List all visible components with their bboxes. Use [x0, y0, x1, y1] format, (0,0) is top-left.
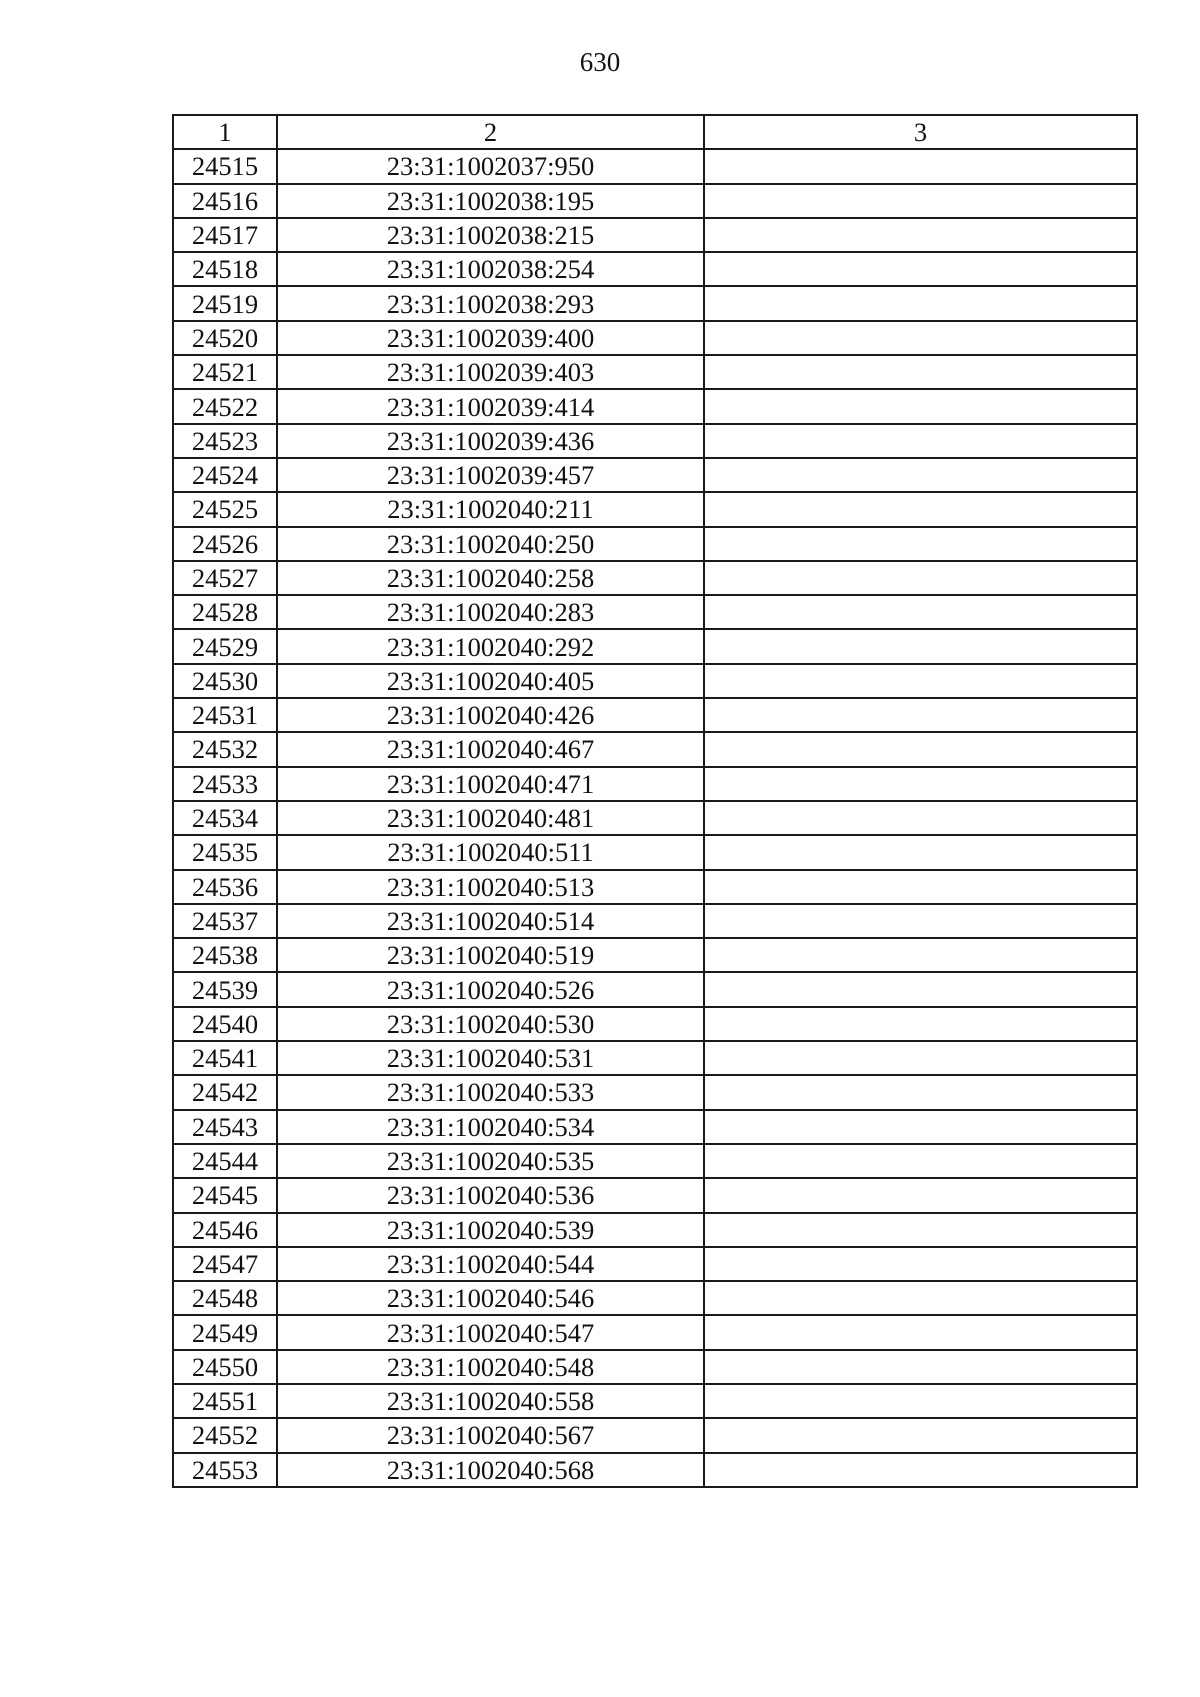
- table-row: [173, 149, 1137, 183]
- note-cell: [704, 321, 1137, 355]
- row-number-cell: 24534: [173, 801, 277, 835]
- cadastral-number-cell: 23:31:1002040:283: [277, 595, 704, 629]
- row-number-cell: 24538: [173, 938, 277, 972]
- note-cell: [704, 1418, 1137, 1452]
- note-cell: [704, 286, 1137, 320]
- cadastral-number-cell: 23:31:1002038:195: [277, 184, 704, 218]
- row-number-cell: 24552: [173, 1418, 277, 1452]
- cadastral-number-cell: 23:31:1002040:292: [277, 629, 704, 663]
- note-cell: [704, 595, 1137, 629]
- table-row: [173, 972, 1137, 1006]
- cadastral-number-cell: 23:31:1002040:513: [277, 870, 704, 904]
- cadastral-number-cell: 23:31:1002038:293: [277, 286, 704, 320]
- table-row: [173, 938, 1137, 972]
- cadastral-number-cell: 23:31:1002040:250: [277, 527, 704, 561]
- row-number-cell: 24548: [173, 1281, 277, 1315]
- note-cell: [704, 1144, 1137, 1178]
- note-cell: [704, 1041, 1137, 1075]
- cadastral-number-cell: 23:31:1002040:539: [277, 1213, 704, 1247]
- cadastral-number-cell: 23:31:1002040:567: [277, 1418, 704, 1452]
- table-row: [173, 904, 1137, 938]
- note-cell: [704, 218, 1137, 252]
- column-header-3: 3: [704, 115, 1137, 149]
- cadastral-number-cell: 23:31:1002040:519: [277, 938, 704, 972]
- note-cell: [704, 1247, 1137, 1281]
- row-number-cell: 24521: [173, 355, 277, 389]
- note-cell: [704, 389, 1137, 423]
- table-row: [173, 1007, 1137, 1041]
- table-row: [173, 1315, 1137, 1349]
- note-cell: [704, 527, 1137, 561]
- cadastral-number-cell: 23:31:1002040:211: [277, 492, 704, 526]
- row-number-cell: 24524: [173, 458, 277, 492]
- row-number-cell: 24537: [173, 904, 277, 938]
- note-cell: [704, 492, 1137, 526]
- row-number-cell: 24551: [173, 1384, 277, 1418]
- table-row: [173, 1075, 1137, 1109]
- table-row: [173, 629, 1137, 663]
- note-cell: [704, 664, 1137, 698]
- cadastral-number-cell: 23:31:1002040:467: [277, 732, 704, 766]
- cadastral-number-cell: 23:31:1002040:514: [277, 904, 704, 938]
- table-row: [173, 1213, 1137, 1247]
- row-number-cell: 24539: [173, 972, 277, 1006]
- note-cell: [704, 1213, 1137, 1247]
- note-cell: [704, 698, 1137, 732]
- table-row: [173, 698, 1137, 732]
- row-number-cell: 24536: [173, 870, 277, 904]
- cadastral-number-cell: 23:31:1002040:536: [277, 1178, 704, 1212]
- table-row: [173, 801, 1137, 835]
- table-row: [173, 595, 1137, 629]
- row-number-cell: 24529: [173, 629, 277, 663]
- note-cell: [704, 561, 1137, 595]
- table-row: [173, 1110, 1137, 1144]
- cadastral-number-cell: 23:31:1002040:471: [277, 767, 704, 801]
- table-row: [173, 424, 1137, 458]
- row-number-cell: 24545: [173, 1178, 277, 1212]
- row-number-cell: 24526: [173, 527, 277, 561]
- cadastral-number-cell: 23:31:1002040:426: [277, 698, 704, 732]
- row-number-cell: 24528: [173, 595, 277, 629]
- note-cell: [704, 1007, 1137, 1041]
- note-cell: [704, 1384, 1137, 1418]
- note-cell: [704, 972, 1137, 1006]
- note-cell: [704, 629, 1137, 663]
- table-row: [173, 1247, 1137, 1281]
- row-number-cell: 24519: [173, 286, 277, 320]
- row-number-cell: 24518: [173, 252, 277, 286]
- cadastral-number-cell: 23:31:1002040:258: [277, 561, 704, 595]
- table-row: [173, 389, 1137, 423]
- table-row: [173, 184, 1137, 218]
- header-row: [173, 115, 1137, 149]
- note-cell: [704, 801, 1137, 835]
- note-cell: [704, 458, 1137, 492]
- note-cell: [704, 1281, 1137, 1315]
- table-row: [173, 286, 1137, 320]
- table-row: [173, 561, 1137, 595]
- row-number-cell: 24542: [173, 1075, 277, 1109]
- row-number-cell: 24522: [173, 389, 277, 423]
- row-number-cell: 24553: [173, 1453, 277, 1487]
- table-row: [173, 355, 1137, 389]
- cadastral-number-cell: 23:31:1002040:547: [277, 1315, 704, 1349]
- cadastral-number-cell: 23:31:1002040:531: [277, 1041, 704, 1075]
- row-number-cell: 24540: [173, 1007, 277, 1041]
- table-row: [173, 767, 1137, 801]
- cadastral-number-cell: 23:31:1002040:535: [277, 1144, 704, 1178]
- table-row: [173, 1144, 1137, 1178]
- cadastral-number-cell: 23:31:1002038:215: [277, 218, 704, 252]
- row-number-cell: 24531: [173, 698, 277, 732]
- row-number-cell: 24517: [173, 218, 277, 252]
- row-number-cell: 24541: [173, 1041, 277, 1075]
- row-number-cell: 24530: [173, 664, 277, 698]
- table-row: [173, 1384, 1137, 1418]
- row-number-cell: 24550: [173, 1350, 277, 1384]
- cadastral-number-cell: 23:31:1002037:950: [277, 149, 704, 183]
- cadastral-number-cell: 23:31:1002040:511: [277, 835, 704, 869]
- row-number-cell: 24520: [173, 321, 277, 355]
- cadastral-number-cell: 23:31:1002040:534: [277, 1110, 704, 1144]
- cadastral-number-cell: 23:31:1002040:481: [277, 801, 704, 835]
- row-number-cell: 24546: [173, 1213, 277, 1247]
- data-table: [172, 114, 1138, 1488]
- note-cell: [704, 1315, 1137, 1349]
- row-number-cell: 24527: [173, 561, 277, 595]
- table-row: [173, 492, 1137, 526]
- note-cell: [704, 1178, 1137, 1212]
- note-cell: [704, 870, 1137, 904]
- table-row: [173, 835, 1137, 869]
- note-cell: [704, 1453, 1137, 1487]
- cadastral-number-cell: 23:31:1002039:400: [277, 321, 704, 355]
- note-cell: [704, 252, 1137, 286]
- cadastral-number-cell: 23:31:1002040:530: [277, 1007, 704, 1041]
- cadastral-number-cell: 23:31:1002040:548: [277, 1350, 704, 1384]
- cadastral-number-cell: 23:31:1002040:558: [277, 1384, 704, 1418]
- table-row: [173, 1041, 1137, 1075]
- cadastral-number-cell: 23:31:1002039:436: [277, 424, 704, 458]
- table-row: [173, 664, 1137, 698]
- note-cell: [704, 355, 1137, 389]
- note-cell: [704, 1350, 1137, 1384]
- row-number-cell: 24532: [173, 732, 277, 766]
- column-header-2: 2: [277, 115, 704, 149]
- table-row: [173, 1281, 1137, 1315]
- note-cell: [704, 1075, 1137, 1109]
- note-cell: [704, 767, 1137, 801]
- row-number-cell: 24547: [173, 1247, 277, 1281]
- row-number-cell: 24543: [173, 1110, 277, 1144]
- cadastral-number-cell: 23:31:1002039:403: [277, 355, 704, 389]
- row-number-cell: 24533: [173, 767, 277, 801]
- cadastral-number-cell: 23:31:1002039:457: [277, 458, 704, 492]
- note-cell: [704, 149, 1137, 183]
- note-cell: [704, 938, 1137, 972]
- page-number: 630: [579, 47, 621, 77]
- note-cell: [704, 424, 1137, 458]
- column-header-1: 1: [173, 115, 277, 149]
- cadastral-number-cell: 23:31:1002040:568: [277, 1453, 704, 1487]
- row-number-cell: 24525: [173, 492, 277, 526]
- note-cell: [704, 835, 1137, 869]
- note-cell: [704, 184, 1137, 218]
- table-row: [173, 1350, 1137, 1384]
- note-cell: [704, 904, 1137, 938]
- row-number-cell: 24549: [173, 1315, 277, 1349]
- table-body: [173, 149, 1137, 1487]
- table-row: [173, 321, 1137, 355]
- row-number-cell: 24535: [173, 835, 277, 869]
- table-row: [173, 1418, 1137, 1452]
- row-number-cell: 24516: [173, 184, 277, 218]
- cadastral-number-cell: 23:31:1002040:405: [277, 664, 704, 698]
- table-row: [173, 870, 1137, 904]
- row-number-cell: 24523: [173, 424, 277, 458]
- table-header: [173, 115, 1137, 149]
- note-cell: [704, 732, 1137, 766]
- cadastral-number-cell: 23:31:1002040:544: [277, 1247, 704, 1281]
- note-cell: [704, 1110, 1137, 1144]
- cadastral-number-cell: 23:31:1002039:414: [277, 389, 704, 423]
- cadastral-number-cell: 23:31:1002040:533: [277, 1075, 704, 1109]
- row-number-cell: 24515: [173, 149, 277, 183]
- table-row: [173, 1178, 1137, 1212]
- table-row: [173, 252, 1137, 286]
- table-row: [173, 458, 1137, 492]
- table-row: [173, 527, 1137, 561]
- row-number-cell: 24544: [173, 1144, 277, 1178]
- table-row: [173, 1453, 1137, 1487]
- cadastral-number-cell: 23:31:1002040:526: [277, 972, 704, 1006]
- cadastral-number-cell: 23:31:1002038:254: [277, 252, 704, 286]
- cadastral-number-cell: 23:31:1002040:546: [277, 1281, 704, 1315]
- table-row: [173, 218, 1137, 252]
- table-row: [173, 732, 1137, 766]
